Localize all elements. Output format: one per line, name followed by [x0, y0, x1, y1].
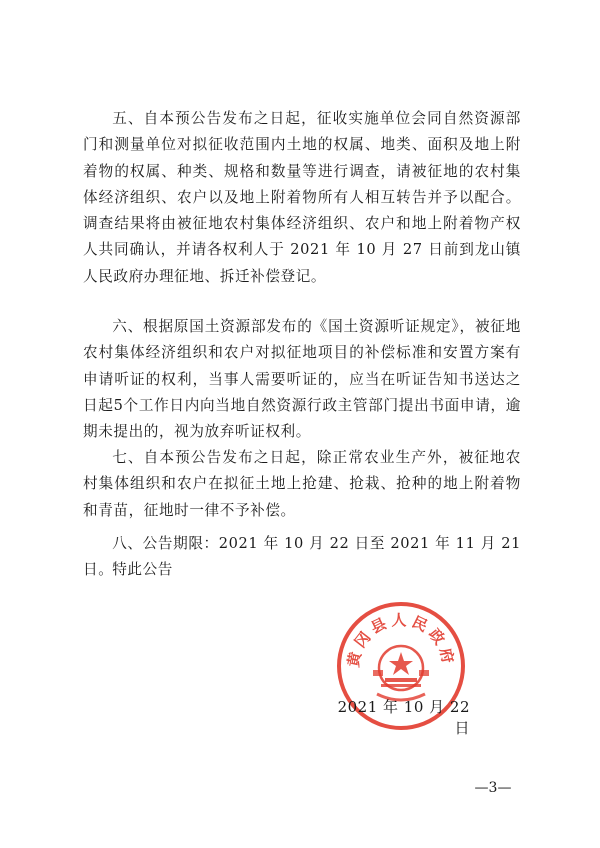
paragraph-no-compensation: 七、自本预公告发布之日起，除正常农业生产外，被征地农村集体组织和农户在拟征土地上抢建、抢栽、抢种的地上附着物和青苗，征地时一律不予补偿。 — [83, 449, 521, 519]
paragraph-closing: 特此公告 — [112, 561, 173, 578]
page-number: —3— — [474, 780, 512, 796]
paragraph-land-survey: 五、自本预公告发布之日起，征收实施单位会同自然资源部门和测量单位对拟征收范围内土地的权属、地类、面积及地上附着物的权属、种类、规格和数量等进行调查，请被征地的农村集体经济组织、农户以及地上附着物所有人相互转告并予以配合。调查结果将由被征地农村集体经济组织、农户和地上附着物产权人共同确认，并请各权利人于 2021 年 10 月 27 日前到龙山镇人民政府办理征地、拆迁补偿登记。 — [83, 110, 521, 285]
paragraph-notice-period: 八、公告期限：2021 年 10 月 22 日至 2021 年 11 月 21 日。 — [83, 535, 521, 579]
paragraph-hearing-rights: 六、根据原国土资源部发布的《国土资源听证规定》，被征地农村集体经济组织和农户对拟征地项目的补偿标准和安置方案有申请听证的权利，当事人需要听证的，应当在听证告知书送达之日起5个工作日内向当地自然资源行政主管部门提出书面申请，逾期未提出的，视为放弃听证权利。 — [83, 318, 521, 441]
signature-date: 2021 年 10 月 22 日 — [337, 698, 470, 737]
seal-text: 黄冈县人民政府 — [344, 611, 458, 669]
